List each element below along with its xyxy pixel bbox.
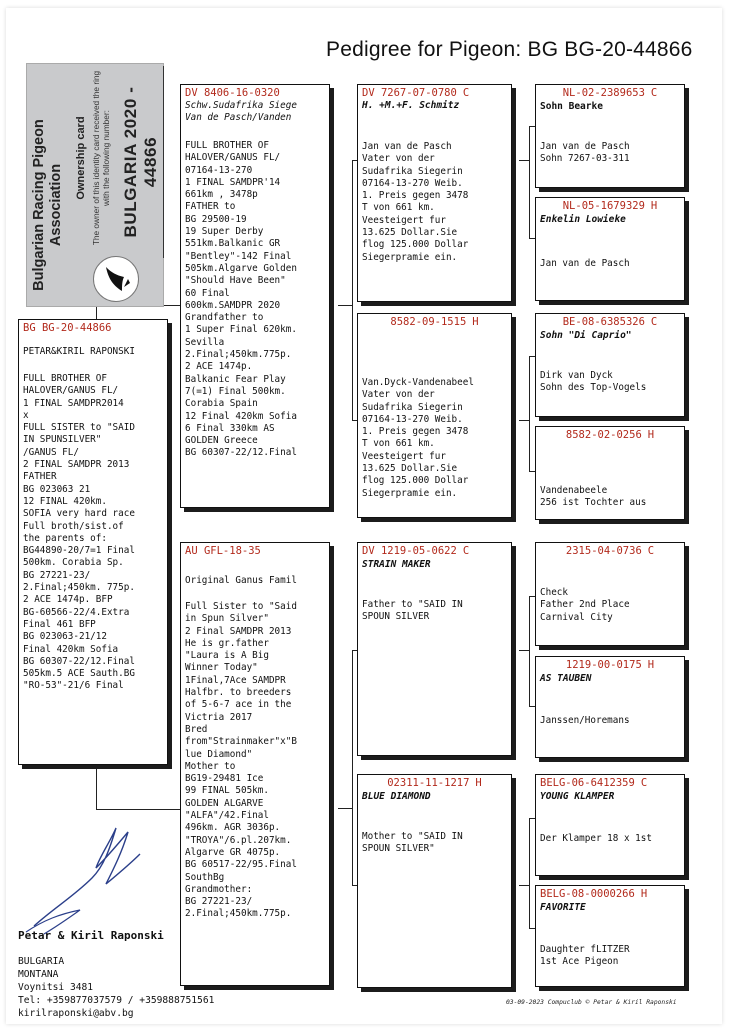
- sdd-ring: [540, 429, 680, 441]
- ring-number: DV 7267-07-0780: [362, 87, 457, 99]
- connector-line: [519, 885, 529, 886]
- dam-dam-name: BLUE DIAMOND: [362, 791, 431, 802]
- sdd-description: Vandenabeele 256 ist Tochter aus: [540, 485, 647, 509]
- dam-name: Original Ganus Famil: [185, 575, 297, 586]
- dss-description: Check Father 2nd Place Carnival City: [540, 587, 630, 623]
- connector-line: [352, 650, 353, 885]
- connector-line: [519, 420, 529, 421]
- owner-name: Petar & Kiril Raponski: [18, 929, 164, 942]
- sex-code: H: [647, 429, 655, 441]
- dsd-box: [535, 656, 685, 758]
- sire-sire-name: H. +M.+F. Schmitz: [362, 100, 460, 111]
- ring-number: BE-08-6385326: [562, 316, 645, 328]
- connector-line: [338, 808, 352, 809]
- sire-dam-box: [357, 313, 512, 518]
- dam-sire-ring: [362, 545, 507, 557]
- dds-description: Der Klamper 18 x 1st: [540, 833, 652, 844]
- sire-sire-box: [357, 84, 512, 302]
- connector-line: [96, 765, 97, 809]
- connector-line: [529, 818, 530, 928]
- dsd-name: AS TAUBEN: [540, 673, 592, 684]
- dam-sire-name: STRAIN MAKER: [362, 559, 431, 570]
- pigeon-box: [18, 319, 168, 765]
- connector-line: [519, 650, 529, 651]
- connector-line: [529, 356, 530, 471]
- sds-box: [535, 313, 685, 417]
- sire-sire-ring: [362, 87, 507, 99]
- sex-code: H: [640, 888, 648, 900]
- dam-description: Full Sister to "Said in Spun Silver" 2 Final SAMDPR 2013 He is gr.father "Laura is A Big Winner Today" 1Final,7Ace SAMDPR Halfbr. to breeders of 5-6-7 ace in the Victria 2017 Bred from"Strainmaker"x"B lue Diamond" Mother to BG19-29481 Ice 99 FINAL 505km. GOLDEN ALGARVE "ALFA"/42.Final 496km. AGR 3036p. "TROYA"/6.pl.207km. Algarve GR 4075p. BG 60517-22/95.Final SouthBg Grandmother: BG 27221-23/ 2.Final;450km.775p.: [185, 601, 297, 920]
- dsd-description: Janssen/Horemans: [540, 715, 630, 726]
- sss-ring: [540, 87, 680, 99]
- dss-ring: [540, 545, 680, 557]
- ring-number: DV 1219-05-0622: [362, 545, 457, 557]
- sire-box: [180, 84, 330, 508]
- dam-sire-box: [357, 542, 512, 756]
- pigeon-owner-name: PETAR&KIRIL RAPONSKI: [23, 346, 135, 357]
- sire-dam-ring: [362, 316, 507, 328]
- pedigree-sheet: [6, 8, 722, 1024]
- ddd-description: Daughter fLITZER 1st Ace Pigeon: [540, 944, 630, 968]
- sex-code: C: [650, 87, 658, 99]
- connector-line: [529, 126, 530, 238]
- ring-number: BELG-06-6412359: [540, 777, 635, 789]
- pigeon-description: FULL BROTHER OF HALOVER/GANUS FL/ 1 FINAL SAMDPR2014 x FULL SISTER to "SAID IN SPUNSILVER" /GANUS FL/ 2 FINAL SAMDPR 2013 FATHER BG 023063 21 12 FINAL 420km. SOFIA very hard race Full broth/sist.of the parents of: BG44890-20/7=1 Final 500km. Corabia Sp. BG 27221-23/ 2.Final;450km. 775p. 2 ACE 1474p. BFP BG-60566-22/4.Extra Final 461 BFP BG 023063-21/12 Final 420km Sofia BG 60307-22/12.Final 505km.5 ACE Sauth.BG "RO-53"-21/6 Final: [23, 373, 135, 692]
- sire-sire-description: Jan van de Pasch Vater von der Sudafrika Siegerin 07164-13-270 Weib. 1. Preis gegen 3478 T von 661 km. Veesteigert fur 13.625 Dollar.Sie flog 125.000 Dollar Siegerpramie ein.: [362, 141, 469, 263]
- ring-number: 8582-02-0256: [565, 429, 642, 441]
- ring-number: 8582-09-1515: [390, 316, 467, 328]
- sex-code: C: [462, 545, 470, 557]
- dds-box: [535, 774, 685, 876]
- sex-code: C: [640, 777, 648, 789]
- ring-number: 2315-04-0736: [565, 545, 642, 557]
- dam-dam-box: [357, 774, 512, 988]
- dss-box: [535, 542, 685, 646]
- dam-dam-description: Mother to "SAID IN SPOUN SILVER": [362, 831, 463, 855]
- footer-credit: 03-09-2023 Compuclub © Petar & Kiril Raponski: [506, 999, 677, 1006]
- connector-line: [519, 160, 529, 161]
- ssd-description: Jan van de Pasch: [540, 258, 630, 269]
- dam-dam-ring: [362, 777, 507, 789]
- sds-name: Sohn "Di Caprio": [540, 330, 632, 341]
- ddd-ring: [540, 888, 680, 900]
- sex-code: H: [647, 659, 655, 671]
- ssd-ring: [540, 200, 680, 212]
- owner-info: [18, 916, 214, 1033]
- page-title: Pedigree for Pigeon: BG BG-20-44866: [326, 38, 693, 61]
- connector-line: [338, 305, 352, 306]
- card-association: Bulgarian Racing Pigeon Association: [31, 119, 64, 291]
- card-ring-number: BULGARIA 2020 - 44866: [121, 66, 164, 258]
- sss-description: Jan van de Pasch Sohn 7267-03-311: [540, 141, 630, 165]
- ssd-name: Enkelin Lowieke: [540, 214, 626, 225]
- card-description: The owner of this identity card received the ring with the following number:: [91, 70, 111, 246]
- dam-ring-number: AU GFL-18-35: [185, 545, 261, 557]
- ssd-box: [535, 197, 685, 301]
- connector-line: [352, 160, 353, 420]
- sss-box: [535, 84, 685, 188]
- pigeon-ring-number: BG BG-20-44866: [23, 322, 112, 334]
- ddd-name: FAVORITE: [540, 902, 586, 913]
- ownership-card: [26, 63, 164, 307]
- ring-number: NL-05-1679329: [562, 200, 645, 212]
- ownership-card-content: [27, 64, 163, 306]
- sdd-box: [535, 426, 685, 520]
- sex-code: H: [650, 200, 658, 212]
- ring-number: NL-02-2389653: [562, 87, 645, 99]
- ring-number: BELG-08-0000266: [540, 888, 635, 900]
- sss-name: Sohn Bearke: [540, 101, 603, 112]
- sds-ring: [540, 316, 680, 328]
- connector-line: [529, 596, 530, 706]
- ddd-box: [535, 885, 685, 987]
- dsd-ring: [540, 659, 680, 671]
- card-heading: Ownership card: [75, 116, 87, 200]
- sex-code: H: [472, 316, 479, 328]
- sex-code: C: [647, 545, 655, 557]
- pigeon-logo-icon: [93, 256, 139, 302]
- owner-address: BULGARIA MONTANA Voynitsi 3481 Tel: +359877037579 / +359888751561 kirilraponski@abv.bg: [18, 956, 215, 1019]
- ring-number: 02311-11-1217: [387, 777, 470, 789]
- ring-number: 1219-00-0175: [565, 659, 642, 671]
- sex-code: H: [475, 777, 482, 789]
- dds-name: YOUNG KLAMPER: [540, 791, 615, 802]
- sex-code: C: [650, 316, 658, 328]
- dds-ring: [540, 777, 680, 789]
- sire-ring-number: DV 8406-16-0320: [185, 87, 280, 99]
- sex-code: C: [462, 87, 470, 99]
- sire-dam-description: Van.Dyck-Vandenabeel Vater von der Sudafrika Siegerin 07164-13-270 Weib. 1. Preis gegen 3478 T von 661 km. Veesteigert fur 13.625 Dollar.Sie flog 125.000 Dollar Siegerpramie ein.: [362, 377, 474, 499]
- dam-sire-description: Father to "SAID IN SPOUN SILVER: [362, 599, 463, 623]
- sire-description: FULL BROTHER OF HALOVER/GANUS FL/ 07164-13-270 1 FINAL SAMDPR'14 661km , 3478p FATHER to BG 29500-19 19 Super Derby 551km.Balkanic GR "Bentley"-142 Final 505km.Algarve Golden "Should Have Been" 60 Final 600km.SAMDPR 2020 Grandfather to 1 Super Final 620km. Sevilla 2.Final;450km.775p. 2 ACE 1474p. Balkanic Fear Play 7(=1) Final 500km. Corabia Spain 12 Final 420km Sofia 6 Final 330km AS GOLDEN Greece BG 60307-22/12.Final: [185, 140, 297, 459]
- sds-description: Dirk van Dyck Sohn des Top-Vogels: [540, 370, 647, 394]
- sire-name: Schw.Sudafrika Siege Van de Pasch/Vanden: [185, 100, 297, 124]
